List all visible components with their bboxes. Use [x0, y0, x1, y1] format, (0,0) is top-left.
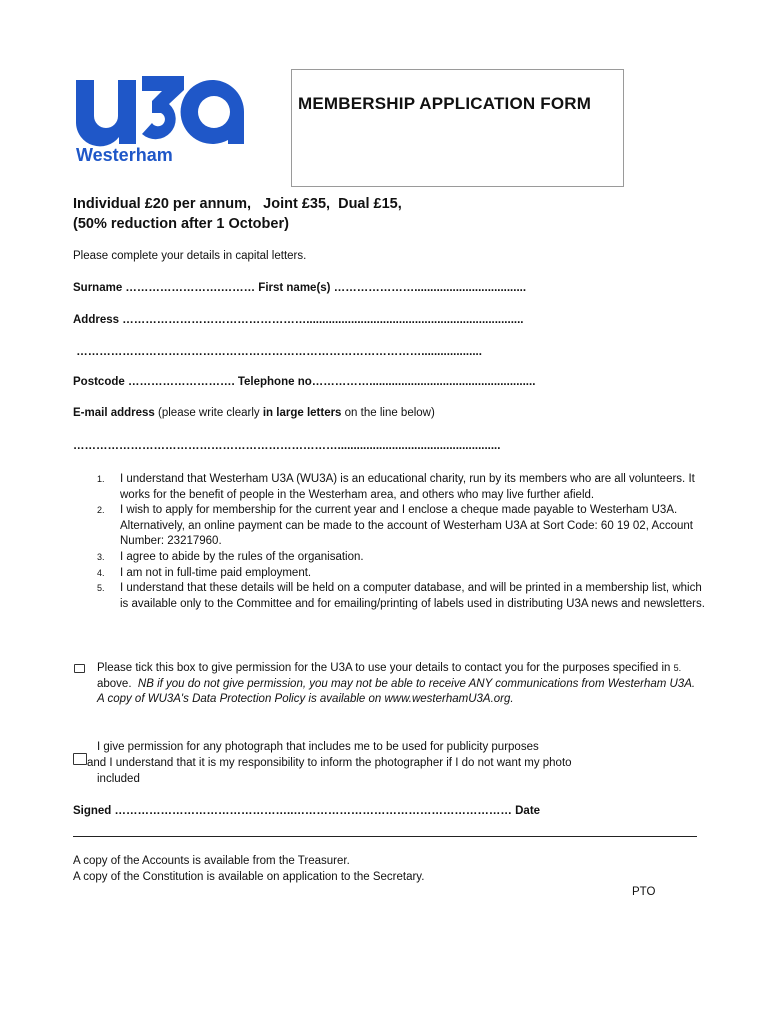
instruction-text: Please complete your details in capital letters. — [73, 250, 307, 262]
address-line-2-field[interactable]: ………………………………………………………………………………................... — [73, 346, 482, 358]
email-note-b: in large letters — [262, 407, 342, 419]
u3a-logo — [74, 62, 244, 152]
email-label: E-mail address — [73, 407, 155, 419]
email-label-line — [73, 407, 435, 419]
photo-permission-checkbox[interactable] — [73, 753, 87, 765]
list-item: 5. I understand that these details will be held on a computer database, and will be printed in a membership list, which is available only to the Committee and for emailing/printing of labels used in distributing U3A news and newsletters. — [97, 582, 705, 610]
form-title: MEMBERSHIP APPLICATION FORM — [298, 94, 592, 113]
surname-firstname-field[interactable]: Surname …………………….……… First name(s) …………………................................... — [73, 282, 527, 294]
list-item: 1. I understand that Westerham U3A (WU3A) is an educational charity, run by its members who are all volunteers. It works for the benefit of people in the Westerham area, and others who may live further afield. — [97, 473, 695, 501]
contact-permission-checkbox[interactable] — [74, 664, 85, 673]
fees-line-2: (50% reduction after 1 October) — [73, 216, 289, 232]
terms-list — [73, 472, 713, 612]
email-field[interactable]: ……………………………………………………………................................................... — [73, 440, 501, 452]
fees-block — [73, 194, 402, 234]
list-item: 4. I am not in full-time paid employment. — [97, 566, 312, 579]
email-note-a: (please write clearly — [154, 407, 263, 419]
pto-label: PTO — [632, 886, 656, 898]
email-note-c: on the line below) — [341, 407, 435, 419]
photo-permission-line-1: I give permission for any photograph that includes me to be used for publicity purposes — [97, 741, 539, 753]
contact-permission-text: Please tick this box to give permission for the U3A to use your details to contact you for the purposes specified in 5. above. NB if you do not give permission, you may not be able to receive ANY communications from Westerham U3A. A copy of WU3A's Data Protection Policy is available on www.westerhamU3A.org. — [97, 662, 696, 706]
logo-subtitle: Westerham — [76, 145, 173, 165]
fees-line-1: Individual £20 per annum, Joint £35, Dual £15, — [73, 196, 402, 212]
title-box — [291, 69, 624, 187]
signed-date-field[interactable]: Signed ………………………………………..………………………………………………… Date — [73, 805, 541, 817]
list-item: 3. I agree to abide by the rules of the organisation. — [97, 550, 364, 563]
postcode-telephone-field[interactable]: Postcode ………………………. Telephone no…………….................................................... — [73, 376, 536, 388]
divider — [73, 836, 697, 837]
photo-permission-line-3: included — [97, 773, 140, 785]
constitution-note: A copy of the Constitution is available on application to the Secretary. — [73, 871, 425, 883]
photo-permission-line-2: and I understand that it is my responsibility to inform the photographer if I do not want my photo — [87, 757, 572, 769]
list-item: 2. I wish to apply for membership for the current year and I enclose a cheque made payable to Westerham U3A. Alternatively, an online payment can be made to the account of Westerham U3A at Sort Code: 60 19 02, Account Number: 23217960. — [97, 504, 694, 548]
accounts-note: A copy of the Accounts is available from the Treasurer. — [73, 855, 350, 867]
address-field[interactable]: Address ………………………………………….................................................................... — [73, 314, 524, 326]
